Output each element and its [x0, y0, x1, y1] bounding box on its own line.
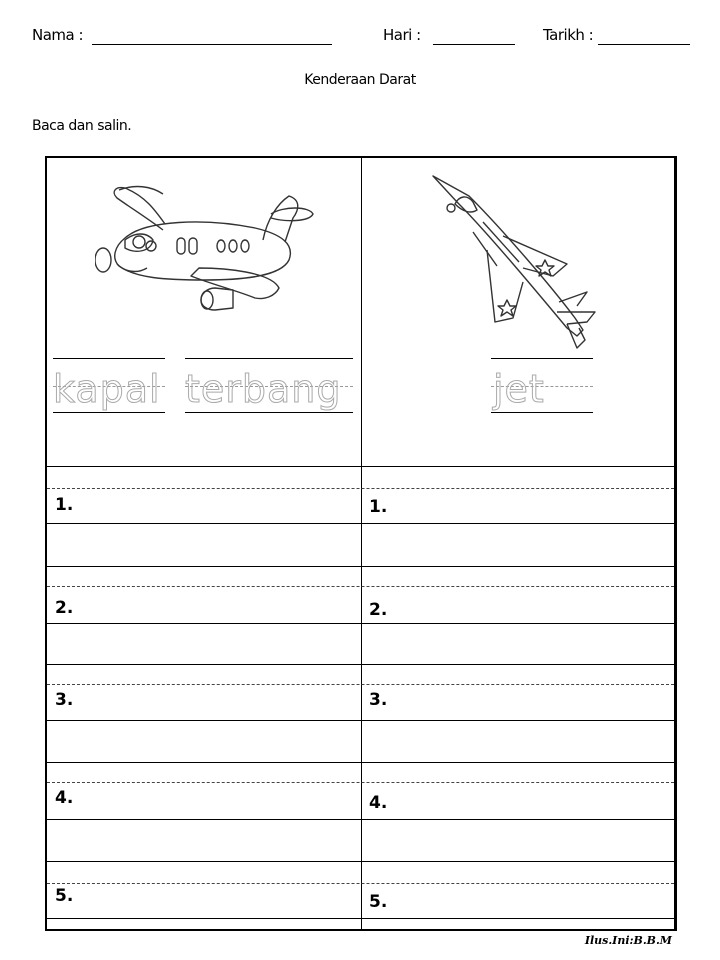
row-number-right-2: 2.	[369, 600, 388, 620]
date-blank[interactable]	[598, 44, 690, 45]
worksheet-title: Kenderaan Darat	[304, 72, 416, 88]
date-label: Tarikh :	[543, 26, 594, 44]
row-number-left-4: 4.	[55, 788, 74, 808]
trace-word-jet: jet	[493, 367, 545, 411]
worksheet-grid	[45, 156, 677, 931]
airplane-icon	[95, 180, 315, 320]
name-blank[interactable]	[92, 44, 332, 45]
trace-word-terbang: terbang	[185, 367, 342, 411]
row-number-right-4: 4.	[369, 793, 388, 813]
trace-word-kapal: kapal	[53, 367, 161, 411]
row-number-left-3: 3.	[55, 690, 74, 710]
column-divider	[361, 158, 362, 929]
illustration-credit: Ilus.Ini:B.B.M	[584, 934, 672, 947]
row-number-right-5: 5.	[369, 892, 388, 912]
day-blank[interactable]	[433, 44, 515, 45]
row-number-right-3: 3.	[369, 690, 388, 710]
row-number-left-2: 2.	[55, 598, 74, 618]
row-number-left-5: 5.	[55, 886, 74, 906]
day-label: Hari :	[383, 26, 421, 44]
row-number-left-1: 1.	[55, 495, 74, 515]
name-label: Nama :	[32, 26, 84, 44]
instruction-text: Baca dan salin.	[32, 118, 132, 134]
fighter-jet-icon	[427, 172, 607, 352]
row-number-right-1: 1.	[369, 497, 388, 517]
